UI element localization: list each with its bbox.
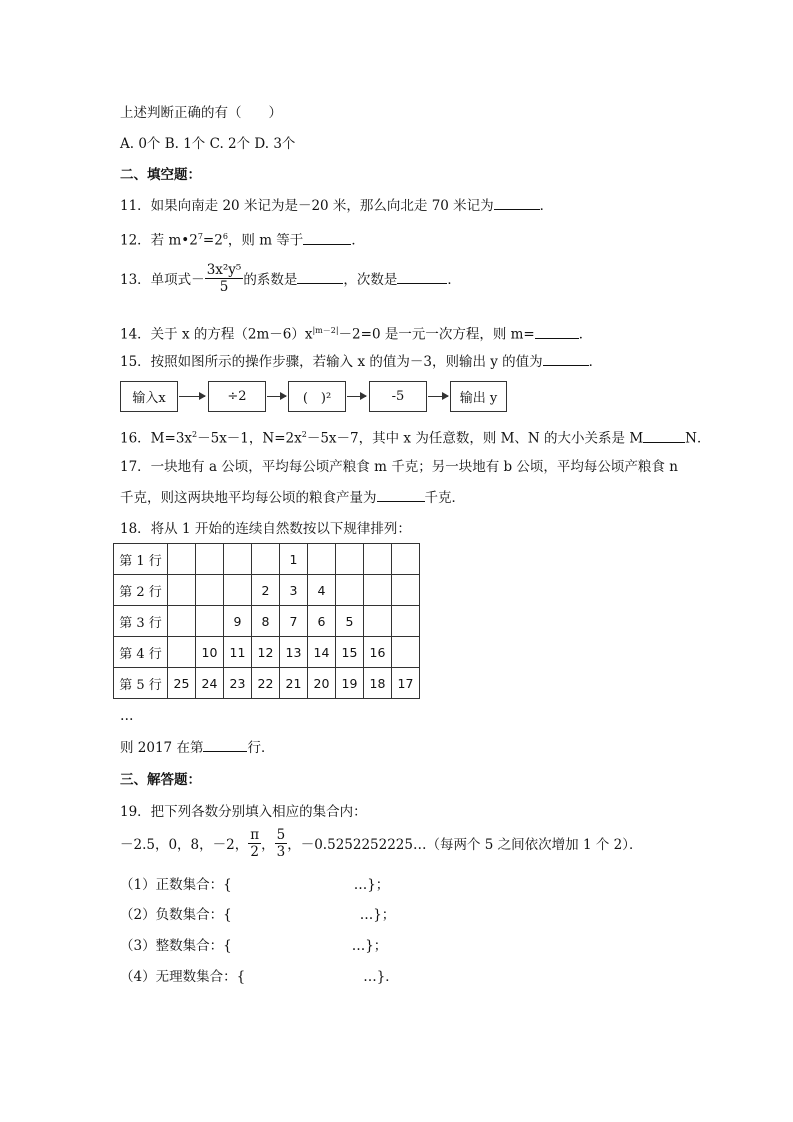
question-18-intro: 18．将从 1 开始的连续自然数按以下规律排列： [120, 521, 411, 537]
arrow-icon [347, 396, 366, 397]
row-label: 第 5 行 [114, 668, 168, 699]
minus-5-box: -5 [369, 381, 427, 412]
fraction-denominator: 5 [219, 279, 229, 295]
table-cell [168, 637, 196, 668]
positive-set [120, 876, 389, 894]
question-16 [120, 426, 710, 448]
question-14-text: 14．关于 x 的方程（2m－6）x [120, 326, 313, 343]
monomial-fraction [205, 262, 244, 295]
question-19-numbers [120, 829, 642, 862]
table-cell: 23 [224, 668, 252, 699]
table-cell: 22 [252, 668, 280, 699]
question-18-end: 行． [247, 740, 275, 756]
question-15-text: 15．按照如图所示的操作步骤，若输入 x 的值为－3，则输出 y 的值为 [120, 354, 543, 370]
number-pattern-table [113, 543, 420, 699]
input-x-box: 输入x [120, 381, 178, 412]
question-13-text: 13．单项式－ [120, 272, 205, 288]
question-10-choices: A. 0个 B. 1个 C. 2个 D. 3个 [120, 136, 296, 152]
row-label: 第 2 行 [114, 575, 168, 606]
fraction-numerator: π [250, 827, 260, 843]
question-16-text: －5x－7，其中 x 为任意数，则 M、N 的大小关系是 M [306, 430, 644, 447]
question-18-text: 则 2017 在第 [120, 740, 204, 756]
row-label: 第 3 行 [114, 606, 168, 637]
question-13-end: ． [447, 272, 461, 288]
set-close: …}． [363, 969, 399, 985]
table-cell: 18 [364, 668, 392, 699]
table-cell [252, 544, 280, 575]
table-cell [392, 637, 420, 668]
table-cell [168, 575, 196, 606]
question-11 [120, 197, 553, 215]
five-thirds-fraction [275, 827, 288, 860]
question-16-text: 16．M=3x [120, 430, 193, 447]
question-14-text: －2=0 是一元一次方程，则 m= [338, 326, 535, 343]
negative-set [120, 906, 395, 924]
table-cell: 3 [280, 575, 308, 606]
table-cell: 14 [308, 637, 336, 668]
integer-set [120, 937, 387, 955]
question-12-text: =2 [202, 232, 223, 249]
table-cell: 11 [224, 637, 252, 668]
table-cell: 1 [280, 544, 308, 575]
row-label: 第 1 行 [114, 544, 168, 575]
question-12 [120, 228, 365, 250]
question-17-end: 千克． [424, 490, 465, 506]
table-cell: 9 [224, 606, 252, 637]
question-17-line-1: 17．一块地有 a 公顷，平均每公顷产粮食 m 千克；另一块地有 b 公顷，平均每公顷产粮食 n [120, 459, 678, 475]
answer-blank[interactable] [494, 197, 540, 210]
set-close: …}； [353, 877, 390, 893]
arrow-icon [179, 396, 205, 397]
table-cell: 19 [336, 668, 364, 699]
table-cell [168, 606, 196, 637]
question-12-text: ，则 m 等于 [227, 232, 304, 249]
exponent: 2 [301, 430, 307, 439]
question-13-text: ，次数是 [343, 272, 398, 288]
table-cell [392, 606, 420, 637]
fraction-numerator: 3x²y⁵ [206, 262, 242, 278]
table-cell [364, 606, 392, 637]
set-close: …}； [351, 938, 388, 954]
question-18-ask [120, 739, 274, 757]
arrow-icon [267, 396, 286, 397]
table-cell [224, 575, 252, 606]
table-cell: 13 [280, 637, 308, 668]
exponent: 7 [197, 232, 203, 241]
question-12-end: ． [351, 232, 365, 249]
answer-blank[interactable] [397, 271, 447, 284]
table-row [114, 544, 420, 575]
set-label: （4）无理数集合：{ [120, 969, 246, 985]
table-cell [196, 606, 224, 637]
exponent: |m－2| [312, 326, 339, 335]
question-11-end: ． [539, 198, 554, 214]
exponent: 2 [192, 430, 198, 439]
table-cell [364, 544, 392, 575]
answer-blank[interactable] [297, 271, 343, 284]
table-row [114, 606, 420, 637]
pi-over-2-fraction [248, 827, 261, 860]
question-17-line-2 [120, 489, 465, 507]
set-label: （1）正数集合：{ [120, 877, 232, 893]
answer-blank[interactable] [303, 232, 351, 245]
set-label: （2）负数集合：{ [120, 907, 232, 923]
table-cell [196, 575, 224, 606]
question-16-text: －5x－1，N=2x [197, 430, 302, 447]
table-cell [392, 575, 420, 606]
answer-blank[interactable] [643, 430, 685, 443]
separator: ， [261, 837, 275, 853]
table-cell: 17 [392, 668, 420, 699]
irrational-set [120, 968, 399, 986]
question-14-end: ． [578, 326, 593, 343]
table-cell: 25 [168, 668, 196, 699]
table-cell: 4 [308, 575, 336, 606]
question-15-end: ． [588, 354, 603, 370]
table-cell: 20 [308, 668, 336, 699]
table-cell [364, 575, 392, 606]
question-12-text: 12．若 m•2 [120, 232, 198, 249]
set-close: …}； [359, 907, 396, 923]
table-cell: 5 [336, 606, 364, 637]
number-list: －2.5，0，8，－2， [120, 837, 249, 853]
set-label: （3）整数集合：{ [120, 938, 232, 954]
table-cell: 6 [308, 606, 336, 637]
ellipsis: … [120, 708, 134, 724]
section-2-heading: 二、填空题： [120, 167, 201, 183]
question-19-intro: 19．把下列各数分别填入相应的集合内： [120, 804, 367, 820]
table-cell: 24 [196, 668, 224, 699]
table-cell: 16 [364, 637, 392, 668]
table-cell: 15 [336, 637, 364, 668]
square-box: ( )² [288, 381, 346, 412]
fraction-denominator: 3 [276, 844, 286, 860]
table-cell [336, 544, 364, 575]
table-cell: 21 [280, 668, 308, 699]
table-cell: 12 [252, 637, 280, 668]
divide-by-2-box: ÷2 [208, 381, 266, 412]
table-cell: 8 [252, 606, 280, 637]
number-list: ，－0.5252252225…（每两个 5 之间依次增加 1 个 2）． [287, 837, 643, 853]
table-cell: 2 [252, 575, 280, 606]
question-14 [120, 322, 592, 344]
section-3-heading: 三、解答题： [120, 772, 201, 788]
output-y-box: 输出 y [450, 381, 507, 412]
table-cell [336, 575, 364, 606]
question-16-end: N． [685, 430, 711, 447]
question-10-stem: 上述判断正确的有（ ） [120, 105, 282, 121]
operation-flowchart [120, 381, 520, 414]
table-cell [196, 544, 224, 575]
table-row [114, 575, 420, 606]
answer-blank[interactable] [543, 353, 589, 366]
exponent: 6 [222, 232, 228, 241]
row-label: 第 4 行 [114, 637, 168, 668]
table-cell [308, 544, 336, 575]
table-row [114, 668, 420, 699]
table-row [114, 637, 420, 668]
table-cell: 10 [196, 637, 224, 668]
table-cell [392, 544, 420, 575]
table-cell [168, 544, 196, 575]
question-11-text: 11．如果向南走 20 米记为是－20 米，那么向北走 70 米记为 [120, 198, 494, 214]
question-13 [120, 264, 461, 297]
fraction-denominator: 2 [250, 844, 259, 860]
table-cell: 7 [280, 606, 308, 637]
question-17-text: 千克，则这两块地平均每公顷的粮食产量为 [120, 490, 377, 506]
arrow-icon [428, 396, 448, 397]
question-15 [120, 353, 602, 371]
question-13-text: 的系数是 [243, 272, 298, 288]
answer-blank[interactable] [535, 326, 579, 339]
answer-blank[interactable] [203, 739, 247, 752]
fraction-numerator: 5 [276, 827, 286, 843]
table-cell [224, 544, 252, 575]
answer-blank[interactable] [377, 489, 425, 502]
